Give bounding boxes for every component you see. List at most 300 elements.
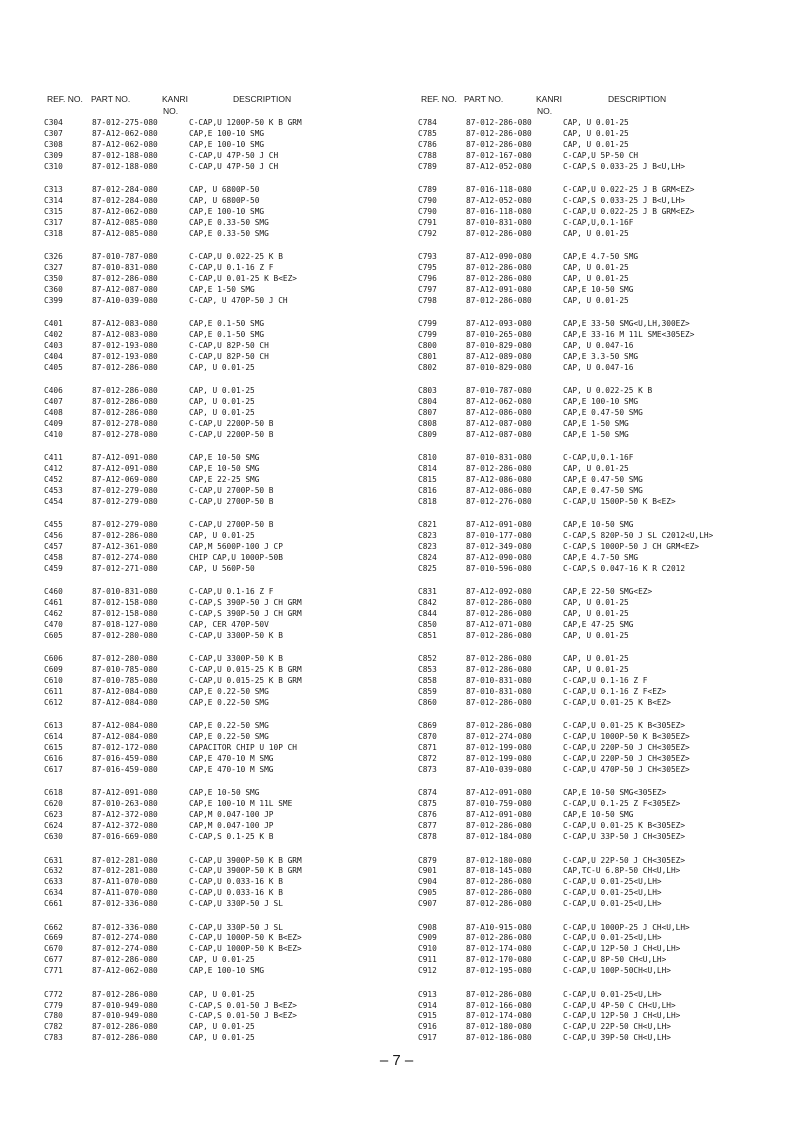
table-row [418,118,768,129]
parts-group [44,252,394,306]
table-row [44,721,394,732]
part-no-cell: 87-012-349-080 [466,542,532,552]
ref-no-cell: C401 [44,319,63,329]
description-cell: C-CAP,U 470P-50 J CH<305EZ> [563,764,690,774]
kanri-no-header: NO. [537,106,553,116]
table-row [44,207,394,218]
ref-no-cell: C453 [44,485,63,495]
ref-no-cell: C815 [418,475,437,485]
part-no-cell: 87-010-829-080 [466,362,532,372]
description-cell: CAP,TC-U 6.8P-50 CH<U,LH> [563,866,681,876]
table-row [44,218,394,229]
parts-group [418,721,768,775]
table-row [44,151,394,162]
table-row [418,531,768,542]
description-cell: C-CAP,U 2200P-50 B [189,418,274,428]
description-cell: C-CAP,U,0.1-16F [563,217,634,227]
part-no-cell: 87-012-286-080 [466,262,532,272]
description-cell: C-CAP,S 0.033-25 J B<U,LH> [563,161,686,171]
ref-no-cell: C609 [44,665,63,675]
table-row [44,319,394,330]
ref-no-cell: C620 [44,799,63,809]
table-row [44,631,394,642]
ref-no-cell: C411 [44,453,63,463]
part-no-cell: 87-012-193-080 [92,351,158,361]
description-cell: CAP,E 0.47-50 SMG [563,475,643,485]
ref-no-cell: C307 [44,128,63,138]
part-no-cell: 87-A12-091-080 [466,520,532,530]
part-no-cell: 87-012-174-080 [466,944,532,954]
parts-group [418,386,768,440]
ref-no-cell: C842 [418,598,437,608]
table-row [418,564,768,575]
description-cell: CAP,E 470-10 M SMG [189,754,274,764]
ref-no-cell: C318 [44,228,63,238]
ref-no-cell: C780 [44,1011,63,1021]
ref-no-cell: C454 [44,496,63,506]
table-row [418,856,768,867]
part-no-cell: 87-012-172-080 [92,743,158,753]
parts-group [418,788,768,842]
description-cell: CAP, U 0.01-25 [563,609,629,619]
table-row [44,330,394,341]
ref-no-cell: C623 [44,810,63,820]
ref-no-cell: C790 [418,206,437,216]
page-number: – 7 – [379,1052,414,1069]
description-cell: C-CAP,U 220P-50 J CH<305EZ> [563,743,690,753]
table-row [418,966,768,977]
parts-group [44,654,394,708]
description-cell: CAP, U 0.01-25 [563,598,629,608]
part-no-cell: 87-A12-052-080 [466,161,532,171]
description-cell: CAP,E 10-50 SMG [189,464,260,474]
table-row [418,185,768,196]
ref-no-cell: C617 [44,764,63,774]
part-no-cell: 87-012-286-080 [466,654,532,664]
ref-no-cell: C403 [44,340,63,350]
part-no-cell: 87-A12-083-080 [92,330,158,340]
ref-no-cell: C612 [44,697,63,707]
ref-no-cell: C874 [418,788,437,798]
description-cell: CAP, U 0.01-25 [563,118,629,127]
ref-no-cell: C904 [418,877,437,887]
table-row [44,475,394,486]
table-row [44,453,394,464]
table-row [44,196,394,207]
parts-group [44,520,394,574]
kanri-header: KANRI [162,94,188,104]
table-row [44,765,394,776]
part-no-cell: 87-A12-062-080 [92,139,158,149]
part-no-cell: 87-A12-091-080 [92,464,158,474]
description-cell: C-CAP,U 22P-50 CH<U,LH> [563,1022,671,1032]
table-row [44,553,394,564]
ref-no-cell: C310 [44,161,63,171]
description-cell: CAP,E 0.33-50 SMG [189,217,269,227]
table-row [44,732,394,743]
ref-no-cell: C308 [44,139,63,149]
part-no-cell: 87-012-170-080 [466,955,532,965]
ref-no-cell: C614 [44,732,63,742]
table-row [44,352,394,363]
ref-no-cell: C808 [418,418,437,428]
ref-no-cell: C909 [418,933,437,943]
table-row [418,944,768,955]
description-cell: C-CAP,U 0.022-25 J B GRM<EZ> [563,185,695,195]
part-no-cell: 87-012-188-080 [92,161,158,171]
description-cell: CAP, U 0.01-25 [563,139,629,149]
part-no-cell: 87-012-271-080 [92,563,158,573]
table-row [418,252,768,263]
ref-no-cell: C810 [418,453,437,463]
ref-no-cell: C851 [418,630,437,640]
ref-no-cell: C662 [44,922,63,932]
description-cell: CAP, U 0.01-25 [189,407,255,417]
part-no-cell: 87-012-180-080 [466,855,532,865]
description-cell: C-CAP,U 0.1-16 Z F [189,262,274,272]
part-no-cell: 87-012-286-080 [92,531,158,541]
table-row [44,788,394,799]
ref-no-cell: C859 [418,687,437,697]
ref-no-cell: C405 [44,362,63,372]
part-no-cell: 87-010-949-080 [92,1011,158,1021]
part-no-cell: 87-A12-087-080 [92,284,158,294]
ref-no-cell: C783 [44,1033,63,1043]
table-row [418,990,768,1001]
description-cell: CAP, U 6800P-50 [189,185,260,195]
table-row [44,464,394,475]
description-cell: C-CAP,U,0.1-16F [563,453,634,463]
ref-no-cell: C605 [44,630,63,640]
table-row [418,620,768,631]
ref-no-cell: C796 [418,273,437,283]
parts-group [44,118,394,172]
table-row [44,598,394,609]
part-no-cell: 87-012-286-080 [92,397,158,407]
part-no-cell: 87-012-286-080 [466,665,532,675]
description-cell: C-CAP,U 0.01-25<U,LH> [563,989,662,999]
ref-no-cell: C304 [44,118,63,127]
table-row [418,553,768,564]
description-cell: C-CAP,U 3900P-50 K B GRM [189,866,302,876]
table-row [44,285,394,296]
ref-no-cell: C791 [418,217,437,227]
table-row [44,296,394,307]
part-no-cell: 87-012-286-080 [466,139,532,149]
table-row [418,754,768,765]
part-no-cell: 87-012-286-080 [466,888,532,898]
part-no-cell: 87-012-279-080 [92,485,158,495]
table-row [418,687,768,698]
description-cell: CAP,M 5600P-100 J CP [189,542,283,552]
description-cell: C-CAP,U 5P-50 CH [563,150,639,160]
table-row [44,263,394,274]
part-no-cell: 87-010-787-080 [92,252,158,262]
description-cell: CAP,E 33-16 M 11L SME<305EZ> [563,330,695,340]
description-cell: CAP,E 10-50 SMG [563,810,634,820]
part-no-cell: 87-A12-372-080 [92,810,158,820]
table-row [44,162,394,173]
part-no-cell: 87-A12-071-080 [466,620,532,629]
table-row [418,542,768,553]
part-no-cell: 87-012-286-080 [466,989,532,999]
part-no-cell: 87-A12-085-080 [92,228,158,238]
ref-no-cell: C618 [44,788,63,798]
table-row [44,486,394,497]
ref-no-cell: C661 [44,899,63,909]
table-row [44,654,394,665]
part-no-cell: 87-010-831-080 [466,676,532,686]
part-no-cell: 87-012-274-080 [92,944,158,954]
description-cell: CAP,E 0.22-50 SMG [189,697,269,707]
table-row [44,754,394,765]
part-no-cell: 87-A12-069-080 [92,475,158,485]
description-cell: CAP, U 0.047-16 [563,340,634,350]
table-row [418,665,768,676]
description-cell: C-CAP,U 0.01-25 K B<EZ> [189,273,297,283]
description-cell: C-CAP,S 820P-50 J SL C2012<U,LH> [563,531,714,541]
table-row [418,676,768,687]
description-cell: CAP,E 0.22-50 SMG [189,687,269,697]
part-no-cell: 87-A12-052-080 [466,195,532,205]
ref-no-cell: C460 [44,587,63,597]
parts-group [44,185,394,239]
part-no-cell: 87-012-278-080 [92,429,158,439]
table-row [418,218,768,229]
ref-no-cell: C314 [44,195,63,205]
ref-no-cell: C404 [44,351,63,361]
ref-no-cell: C804 [418,397,437,407]
part-no-cell: 87-A12-361-080 [92,542,158,552]
ref-no-cell: C630 [44,832,63,842]
part-no-cell: 87-012-286-080 [466,721,532,731]
part-no-cell: 87-010-829-080 [466,340,532,350]
part-no-cell: 87-012-286-080 [92,407,158,417]
ref-no-cell: C905 [418,888,437,898]
part-no-cell: 87-012-286-080 [92,362,158,372]
ref-no-cell: C879 [418,855,437,865]
ref-no-cell: C406 [44,386,63,396]
ref-no-cell: C315 [44,206,63,216]
table-row [44,118,394,129]
ref-no-cell: C399 [44,295,63,305]
ref-no-cell: C850 [418,620,437,629]
parts-group [418,319,768,373]
table-row [418,609,768,620]
ref-no-cell: C788 [418,150,437,160]
part-no-cell: 87-A12-091-080 [466,810,532,820]
part-no-cell: 87-A12-090-080 [466,252,532,262]
description-cell: C-CAP,U 0.015-25 K B GRM [189,676,302,686]
part-no-cell: 87-010-785-080 [92,665,158,675]
table-row [418,877,768,888]
ref-no-cell: C792 [418,228,437,238]
table-row [44,341,394,352]
description-cell: C-CAP,U 12P-50 J CH<U,LH> [563,944,681,954]
description-cell: C-CAP,U 33P-50 J CH<305EZ> [563,832,686,842]
description-cell: CAP,E 100-10 SMG [189,139,265,149]
table-row [418,587,768,598]
description-cell: C-CAP,U 100P-50CH<U,LH> [563,966,671,976]
part-no-cell: 87-012-281-080 [92,855,158,865]
part-no-cell: 87-012-286-080 [466,464,532,474]
ref-no-cell: C916 [418,1022,437,1032]
table-row [44,185,394,196]
description-cell: C-CAP,U 0.01-25<U,LH> [563,877,662,887]
description-cell: CAP,E 10-50 SMG [189,788,260,798]
part-no-cell: 87-012-286-080 [466,697,532,707]
description-cell: CAP,E 100-10 SMG [563,397,639,407]
part-no-cell: 87-010-831-080 [466,453,532,463]
part-no-cell: 87-012-336-080 [92,922,158,932]
ref-no-cell: C852 [418,654,437,664]
part-no-cell: 87-012-286-080 [466,630,532,640]
ref-no-cell: C821 [418,520,437,530]
table-row [418,799,768,810]
table-row [418,330,768,341]
ref-no-cell: C907 [418,899,437,909]
ref-no-cell: C309 [44,150,63,160]
description-cell: C-CAP,S 0.033-25 J B<U,LH> [563,195,686,205]
description-cell: CAP,E 0.1-50 SMG [189,319,265,329]
description-cell: C-CAP,U 2700P-50 B [189,520,274,530]
description-cell: CAP,E 10-50 SMG [189,453,260,463]
part-no-cell: 87-A12-086-080 [466,475,532,485]
part-no-cell: 87-A12-085-080 [92,217,158,227]
description-header: DESCRIPTION [608,94,667,104]
ref-no-cell: C408 [44,407,63,417]
ref-no-cell: C790 [418,195,437,205]
ref-no-cell: C823 [418,531,437,541]
table-row [418,765,768,776]
description-cell: C-CAP,U 1000P-50 K B<EZ> [189,933,302,943]
description-cell: CAP, U 0.022-25 K B [563,386,653,396]
description-cell: CAP,E 100-10 M 11L SME [189,799,293,809]
parts-group [418,990,768,1044]
ref-no-cell: C606 [44,654,63,664]
part-no-cell: 87-010-787-080 [466,386,532,396]
table-row [44,430,394,441]
ref-no-cell: C801 [418,351,437,361]
part-no-cell: 87-012-279-080 [92,496,158,506]
part-no-cell: 87-012-281-080 [92,866,158,876]
table-row [418,788,768,799]
table-row [44,620,394,631]
part-no-cell: 87-A12-090-080 [466,552,532,562]
description-header: DESCRIPTION [233,94,292,104]
part-no-cell: 87-012-280-080 [92,630,158,640]
part-no-cell: 87-012-286-080 [466,877,532,887]
table-row [44,531,394,542]
description-cell: C-CAP,U 330P-50 J SL [189,922,283,932]
part-no-cell: 87-012-158-080 [92,598,158,608]
description-cell: C-CAP,U 0.1-16 Z F<EZ> [563,687,667,697]
ref-no-cell: C915 [418,1011,437,1021]
table-row [44,274,394,285]
description-cell: CAP, U 0.01-25 [189,1033,255,1043]
table-row [418,631,768,642]
description-cell: C-CAP,U 0.01-25<U,LH> [563,933,662,943]
ref-no-cell: C799 [418,319,437,329]
part-no-cell: 87-A12-372-080 [92,821,158,831]
table-row [44,698,394,709]
description-cell: CAP, U 6800P-50 [189,195,260,205]
part-no-cell: 87-A12-062-080 [92,128,158,138]
ref-no-cell: C409 [44,418,63,428]
ref-no-cell: C455 [44,520,63,530]
description-cell: CAP,E 22-25 SMG [189,475,260,485]
ref-no-cell: C402 [44,330,63,340]
part-no-cell: 87-A10-915-080 [466,922,532,932]
ref-no-cell: C873 [418,764,437,774]
table-row [418,888,768,899]
description-cell: C-CAP,U 0.01-25<U,LH> [563,888,662,898]
table-row [418,923,768,934]
description-cell: CAP, U 0.01-25 [189,397,255,407]
part-no-cell: 87-012-286-080 [466,899,532,909]
table-row [418,274,768,285]
ref-no-cell: C869 [418,721,437,731]
ref-no-cell: C816 [418,485,437,495]
part-no-cell: 87-012-275-080 [92,118,158,127]
table-row [44,587,394,598]
table-row [44,966,394,977]
ref-no-cell: C452 [44,475,63,485]
ref-no-cell: C831 [418,587,437,597]
table-row [44,676,394,687]
description-cell: C-CAP,U 2700P-50 B [189,496,274,506]
ref-no-cell: C317 [44,217,63,227]
table-row [44,923,394,934]
ref-no-cell: C872 [418,754,437,764]
parts-group [44,319,394,373]
part-no-cell: 87-012-286-080 [466,228,532,238]
table-row [44,955,394,966]
table-row [418,453,768,464]
table-row [44,856,394,867]
part-no-cell: 87-016-459-080 [92,754,158,764]
table-row [418,1033,768,1044]
part-no-cell: 87-A12-062-080 [92,206,158,216]
ref-no-cell: C901 [418,866,437,876]
table-row [418,151,768,162]
table-row [418,285,768,296]
ref-no-cell: C871 [418,743,437,753]
description-cell: CAP, U 0.01-25 [563,228,629,238]
table-row [44,386,394,397]
ref-no-cell: C611 [44,687,63,697]
table-row [418,129,768,140]
part-no-cell: 87-A11-070-080 [92,888,158,898]
table-row [418,899,768,910]
ref-no-cell: C407 [44,397,63,407]
part-no-cell: 87-012-286-080 [92,273,158,283]
description-cell: CAP, U 0.01-25 [563,665,629,675]
ref-no-cell: C799 [418,330,437,340]
description-cell: CAP, U 0.01-25 [563,128,629,138]
table-row [44,899,394,910]
part-no-cell: 87-A12-087-080 [466,418,532,428]
ref-no-cell: C670 [44,944,63,954]
part-no-cell: 87-012-286-080 [466,609,532,619]
description-cell: CAP,E 100-10 SMG [189,966,265,976]
ref-no-cell: C911 [418,955,437,965]
table-row [44,229,394,240]
description-cell: CAP,E 4.7-50 SMG [563,552,639,562]
parts-group [418,587,768,641]
ref-no-cell: C876 [418,810,437,820]
part-no-cell: 87-A12-091-080 [466,284,532,294]
